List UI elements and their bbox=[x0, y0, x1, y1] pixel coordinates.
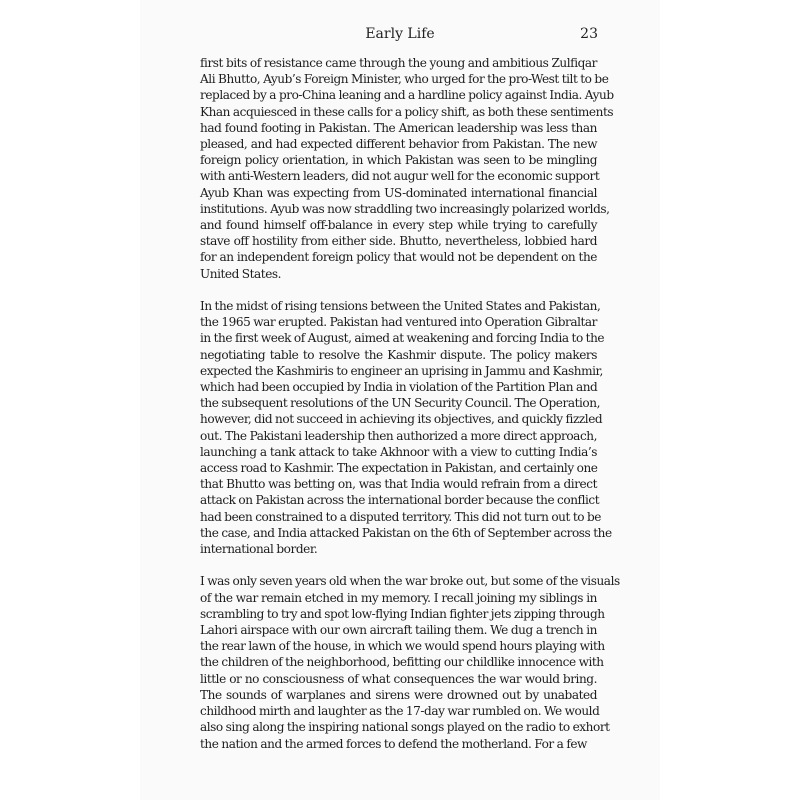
paragraph bbox=[200, 55, 614, 282]
text-line: international border. bbox=[200, 542, 318, 557]
text-line: I was only seven years old when the war broke out, but some of the visuals bbox=[200, 574, 620, 589]
text-line: childhood mirth and laughter as the 17-day war rumbled on. We would bbox=[200, 704, 600, 719]
text-line: access road to Kashmir. The expectation in Pakistan, and certainly one bbox=[200, 461, 598, 476]
text-line: attack on Pakistan across the international border because the conflict bbox=[200, 493, 600, 508]
text-line: however, did not succeed in achieving its objectives, and quickly fizzled bbox=[200, 412, 603, 427]
text-line: for an independent foreign policy that would not be dependent on the bbox=[200, 250, 597, 265]
text-line: Khan acquiesced in these calls for a policy shift, as both these sentiments bbox=[200, 104, 614, 119]
text-line: also sing along the inspiring national songs played on the radio to exhort bbox=[200, 720, 610, 735]
text-line: replaced by a pro-China leaning and a hardline policy against India. Ayub bbox=[200, 88, 614, 103]
text-line: stave off hostility from either side. Bhutto, nevertheless, lobbied hard bbox=[200, 234, 597, 249]
text-line: the subsequent resolutions of the UN Security Council. The Operation, bbox=[200, 396, 600, 411]
page-number: 23 bbox=[580, 26, 598, 42]
text-line: the 1965 war erupted. Pakistan had ventured into Operation Gibraltar bbox=[200, 315, 597, 330]
text-line: the nation and the armed forces to defend the motherland. For a few bbox=[200, 736, 587, 751]
text-line: institutions. Ayub was now straddling two increasingly polarized worlds, bbox=[200, 201, 610, 216]
page-header bbox=[200, 26, 600, 46]
text-line: little or no consciousness of what consequences the war would bring. bbox=[200, 671, 597, 686]
text-line: launching a tank attack to take Akhnoor with a view to cutting India’s bbox=[200, 444, 597, 459]
text-line: that Bhutto was betting on, was that India would refrain from a direct bbox=[200, 477, 597, 492]
text-line: The sounds of warplanes and sirens were drowned out by unabated bbox=[200, 687, 597, 702]
text-line: had been constrained to a disputed territory. This did not turn out to be bbox=[200, 509, 601, 524]
text-line: the children of the neighborhood, befitting our childlike innocence with bbox=[200, 655, 604, 670]
text-line: had found footing in Pakistan. The American leadership was less than bbox=[200, 120, 597, 135]
text-line: pleased, and had expected different behavior from Pakistan. The new bbox=[200, 137, 597, 152]
text-line: Ali Bhutto, Ayub’s Foreign Minister, who urged for the pro-West tilt to be bbox=[200, 72, 609, 87]
text-line: first bits of resistance came through the young and ambitious Zulfiqar bbox=[200, 56, 597, 70]
text-line: expected the Kashmiris to engineer an uprising in Jammu and Kashmir, bbox=[200, 363, 603, 378]
paragraph bbox=[200, 298, 612, 557]
text-line: the rear lawn of the house, in which we would spend hours playing with bbox=[200, 639, 605, 654]
text-line: Lahori airspace with our own aircraft tailing them. We dug a trench in bbox=[200, 623, 597, 638]
text-line: scrambling to try and spot low-flying Indian fighter jets zipping through bbox=[200, 606, 605, 621]
text-line: in the first week of August, aimed at weakening and forcing India to the bbox=[200, 331, 605, 346]
text-line: United States. bbox=[200, 266, 282, 281]
text-line: negotiating table to resolve the Kashmir dispute. The policy makers bbox=[200, 347, 597, 362]
text-line: with anti-Western leaders, did not augur well for the economic support bbox=[200, 169, 600, 184]
text-line: which had been occupied by India in violation of the Partition Plan and bbox=[200, 380, 598, 395]
text-line: Ayub Khan was expecting from US-dominated international financial bbox=[200, 185, 597, 200]
text-line: and found himself off-balance in every step while trying to carefully bbox=[200, 218, 597, 233]
running-head: Early Life bbox=[365, 26, 435, 42]
body-text bbox=[200, 55, 620, 768]
text-line: foreign policy orientation, in which Pakistan was seen to be mingling bbox=[200, 153, 597, 168]
text-line: In the midst of rising tensions between the United States and Pakistan, bbox=[200, 299, 601, 314]
text-line: of the war remain etched in my memory. I recall joining my siblings in bbox=[200, 590, 597, 605]
text-line: the case, and India attacked Pakistan on the 6th of September across the bbox=[200, 525, 612, 540]
paragraph bbox=[200, 573, 620, 751]
text-line: out. The Pakistani leadership then authorized a more direct approach, bbox=[200, 428, 597, 443]
